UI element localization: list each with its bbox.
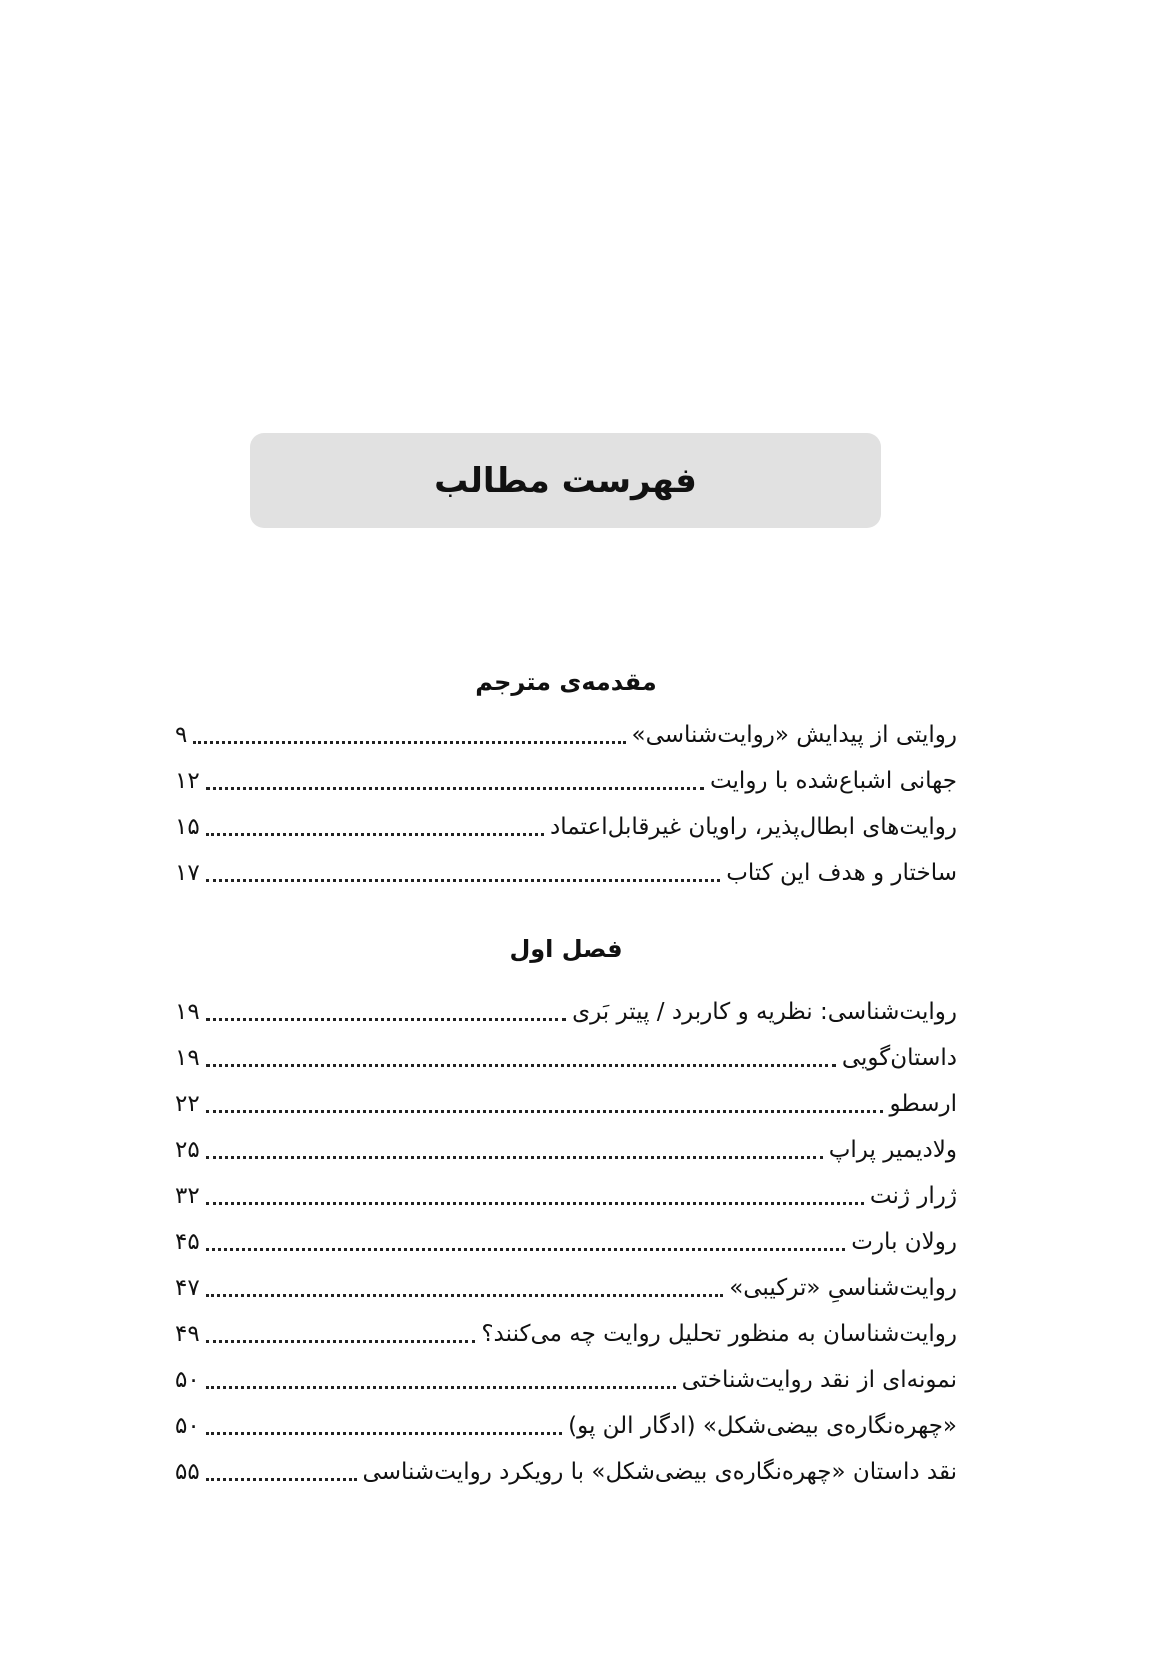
toc-entry[interactable] <box>175 989 957 1035</box>
toc-entry-title: نقد داستان «چهره‌نگاره‌ی بیضی‌شکل» با رویکرد روایت‌شناسی <box>362 1459 957 1485</box>
toc-entry[interactable] <box>175 1265 957 1311</box>
dot-leader <box>206 833 544 836</box>
toc-entry-page: ۲۵ <box>175 1137 200 1163</box>
dot-leader <box>206 1064 836 1067</box>
toc-entry[interactable] <box>175 1403 957 1449</box>
toc-entry-title: روایت‌شناسیِ «ترکیبی» <box>729 1275 957 1301</box>
toc-entry[interactable] <box>175 758 957 804</box>
dot-leader <box>206 1478 357 1481</box>
page-title: فهرست مطالب <box>434 460 697 501</box>
dot-leader <box>206 1340 476 1343</box>
dot-leader <box>206 879 720 882</box>
toc-list-translator-intro <box>175 712 957 896</box>
toc-entry-page: ۲۲ <box>175 1091 200 1117</box>
toc-entry-page: ۵۰ <box>175 1413 200 1439</box>
toc-entry[interactable] <box>175 1219 957 1265</box>
toc-entry-page: ۱۹ <box>175 999 200 1025</box>
dot-leader <box>206 1156 823 1159</box>
dot-leader <box>206 787 704 790</box>
toc-entry-title: روایت‌های ابطال‌پذیر، راویان غیرقابل‌اعتماد <box>549 814 957 840</box>
toc-entry-title: ولادیمیر پراپ <box>828 1137 957 1163</box>
dot-leader <box>206 1432 562 1435</box>
section-heading-chapter-one: فصل اول <box>509 935 623 963</box>
toc-entry-page: ۵۰ <box>175 1367 200 1393</box>
toc-entry[interactable] <box>175 804 957 850</box>
dot-leader <box>206 1294 723 1297</box>
toc-entry[interactable] <box>175 1127 957 1173</box>
dot-leader <box>206 1018 566 1021</box>
toc-entry-page: ۴۵ <box>175 1229 200 1255</box>
toc-entry-title: «چهره‌نگاره‌ی بیضی‌شکل» (ادگار الن پو) <box>568 1413 957 1439</box>
toc-entry[interactable] <box>175 1357 957 1403</box>
toc-entry-page: ۵۵ <box>175 1459 200 1485</box>
dot-leader <box>206 1248 846 1251</box>
toc-entry-title: روایتی از پیدایش «روایت‌شناسی» <box>631 722 957 748</box>
toc-entry-page: ۹ <box>175 722 188 748</box>
toc-entry-title: ساختار و هدف این کتاب <box>726 860 957 886</box>
toc-entry-title: داستان‌گویی <box>841 1045 957 1071</box>
section-heading-translator-intro: مقدمه‌ی مترجم <box>475 668 657 696</box>
toc-entry-page: ۱۹ <box>175 1045 200 1071</box>
toc-entry[interactable] <box>175 1449 957 1495</box>
toc-entry[interactable] <box>175 1311 957 1357</box>
toc-entry-title: ژرار ژنت <box>869 1183 957 1209</box>
toc-entry[interactable] <box>175 1081 957 1127</box>
toc-entry-page: ۱۷ <box>175 860 200 886</box>
toc-entry-title: روایت‌شناسی: نظریه و کاربرد / پیتر بَری <box>572 999 957 1025</box>
toc-entry-title: رولان بارت <box>851 1229 957 1255</box>
toc-entry-title: روایت‌شناسان به منظور تحلیل روایت چه می‌کنند؟ <box>481 1321 957 1347</box>
dot-leader <box>193 741 625 744</box>
toc-entry[interactable] <box>175 850 957 896</box>
toc-entry-title: ارسطو <box>889 1091 957 1117</box>
dot-leader <box>206 1110 884 1113</box>
toc-entry-page: ۳۲ <box>175 1183 200 1209</box>
toc-entry-page: ۱۲ <box>175 768 200 794</box>
dot-leader <box>206 1386 676 1389</box>
toc-entry[interactable] <box>175 712 957 758</box>
toc-entry-page: ۴۷ <box>175 1275 200 1301</box>
toc-entry-page: ۴۹ <box>175 1321 200 1347</box>
toc-list-chapter-one <box>175 989 957 1495</box>
toc-entry[interactable] <box>175 1035 957 1081</box>
dot-leader <box>206 1202 864 1205</box>
toc-title-box <box>250 433 881 528</box>
toc-entry-title: جهانی اشباع‌شده با روایت <box>709 768 957 794</box>
toc-entry-title: نمونه‌ای از نقد روایت‌شناختی <box>681 1367 957 1393</box>
toc-entry-page: ۱۵ <box>175 814 200 840</box>
toc-entry[interactable] <box>175 1173 957 1219</box>
